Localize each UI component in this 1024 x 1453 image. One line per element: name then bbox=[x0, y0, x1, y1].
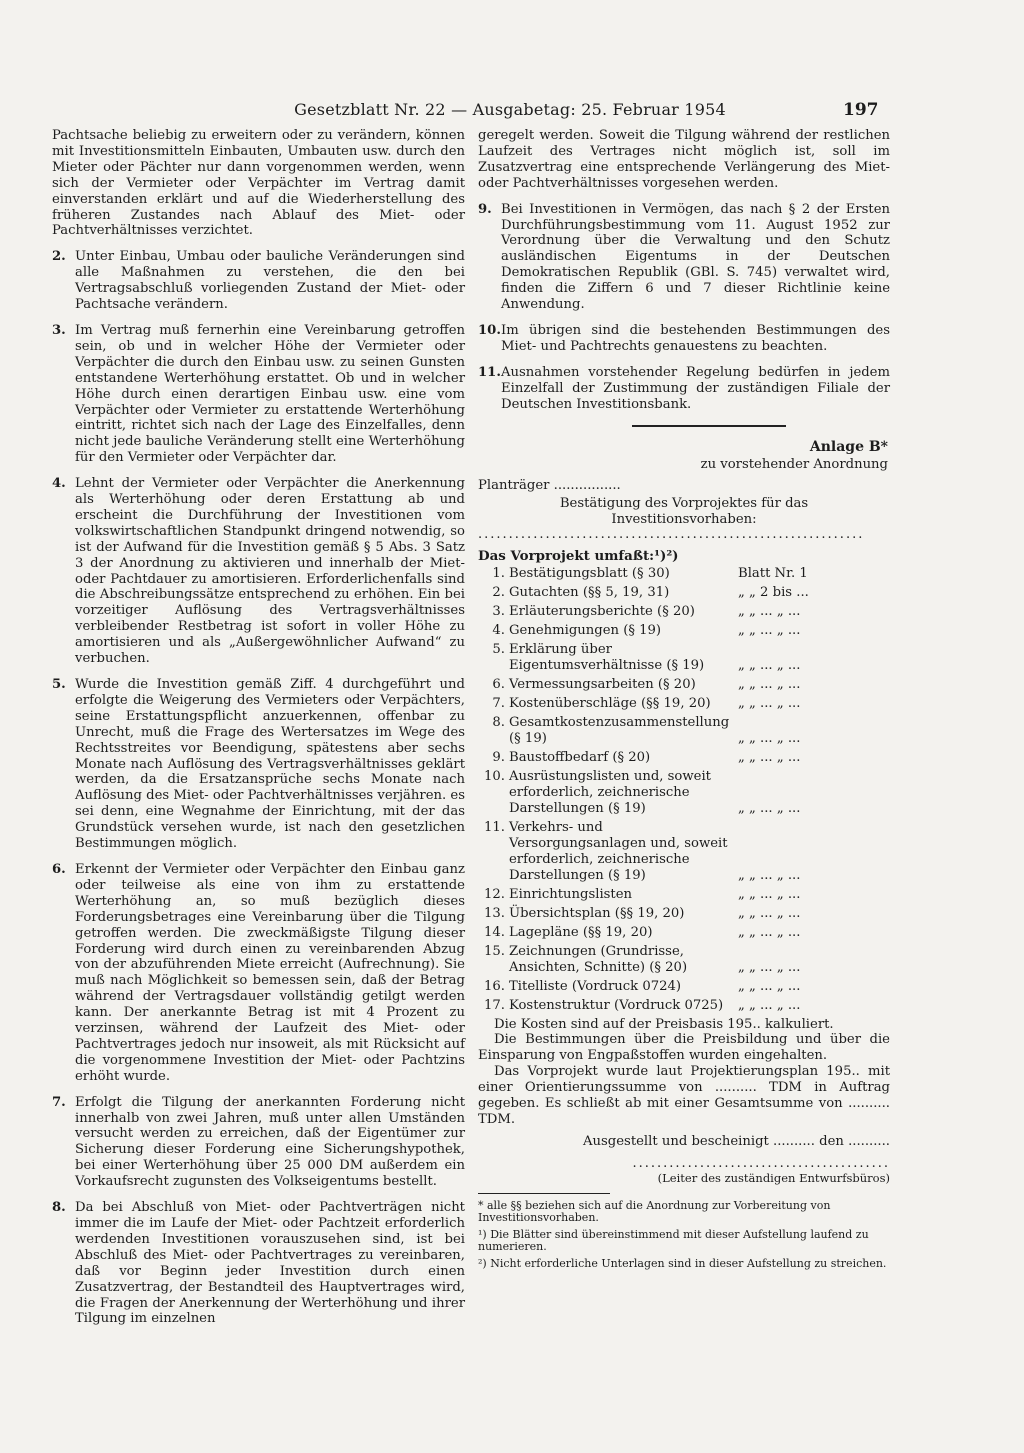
row-sheet-ref: „ „ ... „ ... bbox=[738, 905, 801, 921]
ausgestellt-line: Ausgestellt und bescheinigt .......... den .......... bbox=[583, 1133, 890, 1149]
blank-dots-line: ............................................................... bbox=[478, 527, 865, 542]
row-number: 7. bbox=[492, 695, 505, 711]
row-sheet-ref: Blatt Nr. 1 bbox=[738, 565, 808, 581]
item-text: Lehnt der Vermieter oder Verpächter die Anerkennung als Werterhöhung oder deren Erstattung ab und erscheint die Durchführung der Investitionen vom volkswirtschaftlichen Standpunkt dringend notwendig, so ist der Aufwand für die Investition gemäß § 5 Abs. 3 Satz 3 der Anordnung zu aktivieren und innerhalb der Miet- oder Pachtdauer zu amortisieren. Erforderlichenfalls sind die Abschreibungssätze entsprechend zu erhöhen. Ein bei vorzeitiger Auflösung des Vertragsverhältnisses verbleibender Restbetrag ist sofort in voller Höhe zu amortisieren und als „Außergewöhnlicher Aufwand“ zu verbuchen. bbox=[75, 476, 465, 667]
row-number: 1. bbox=[492, 565, 505, 581]
anlage-subtitle: zu vorstehender Anordnung bbox=[700, 456, 888, 472]
item-number: 7. bbox=[52, 1094, 66, 1110]
row-number: 14. bbox=[484, 924, 505, 940]
item-text: Unter Einbau, Umbau oder bauliche Veränderungen sind alle Maßnahmen zu verstehen, die den bei Vertragsabschluß vorliegenden Zustand der Miet- oder Pachtsache verändern. bbox=[75, 249, 465, 313]
row-title: Erklärung über Eigentumsverhältnisse (§ 19) bbox=[509, 641, 705, 673]
item-text: Im übrigen sind die bestehenden Bestimmungen des Miet- und Pachtrechts genauestens zu beachten. bbox=[501, 322, 890, 354]
left-intro-paragraph: Pachtsache beliebig zu erweitern oder zu verändern, können mit Investitionsmitteln Einbauten, Umbauten usw. durch den Mieter oder Pächter nur dann vorgenommen werden, wenn sich der Vermieter oder Verpächter im Vertrag damit einverstanden erklärt und auf die Wiederherstellung des früheren Zustandes nach Ablauf des Miet- oder Pachtverhältnisses verzichtet. bbox=[52, 128, 465, 239]
item-text: Ausnahmen vorstehender Regelung bedürfen in jedem Einzelfall der Zustimmung der zuständigen Filiale der Deutschen Investitionsbank. bbox=[501, 364, 890, 412]
row-sheet-ref: „ „ ... „ ... bbox=[738, 603, 801, 619]
row-title: Verkehrs- und Versorgungsanlagen und, soweit erforderlich, zeichnerische Darstellungen (§ 19) bbox=[509, 819, 728, 883]
row-number: 5. bbox=[492, 641, 505, 657]
row-title: Einrichtungslisten bbox=[509, 886, 633, 902]
vorprojekt-paragraph: Das Vorprojekt wurde laut Projektierungsplan 195.. mit einer Orientierungssumme von .......... TDM in Auftrag gegeben. Es schließt ab mit einer Gesamtsumme von .......... TDM. bbox=[478, 1064, 890, 1127]
row-sheet-ref: „ „ 2 bis ... bbox=[738, 584, 809, 600]
row-sheet-ref: „ „ ... „ ... bbox=[738, 886, 801, 902]
vorprojekt-row bbox=[478, 677, 890, 693]
vorprojekt-row bbox=[478, 623, 890, 639]
row-title: Kostenüberschläge (§§ 19, 20) bbox=[509, 695, 711, 711]
item-number: 3. bbox=[52, 322, 66, 338]
row-title: Zeichnungen (Grundrisse, Ansichten, Schnitte) (§ 20) bbox=[509, 943, 688, 975]
row-number: 15. bbox=[484, 943, 505, 959]
page-number: 197 bbox=[843, 100, 879, 120]
list-item bbox=[52, 1200, 465, 1327]
item-text: Wurde die Investition gemäß Ziff. 4 durchgeführt und erfolgte die Weigerung des Vermieters oder Verpächters, seine Erstattungspflicht anzuerkennen, offenbar zu Unrecht, muß die Frage des Wertersatzes im Wege des Rechtsstreites vor Beendigung, spätestens aber sechs Monate nach Auflösung des Vertragsverhältnisses geklärt werden, da die Ersatzansprüche sechs Monate nach Auflösung des Miet- oder Pachtverhältnisses verjähren. es sei denn, eine Wegnahme der Einrichtung, mit der das Grundstück versehen wurde, ist nach den gesetzlichen Bestimmungen möglich. bbox=[75, 677, 465, 852]
item-text: Im Vertrag muß fernerhin eine Vereinbarung getroffen sein, ob und in welcher Höhe der Vermieter oder Verpächter die durch den Einbau usw. zu seinen Gunsten entstandene Werterhöhung erstattet. Ob und in welcher Höhe durch einen derartigen Einbau usw. eine vom Verpächter oder Vermieter zu erstattende Werterhöhung eintritt, richtet sich nach der Lage des Einzelfalles, denn nicht jede bauliche Veränderung stellt eine Werterhöhung für den Vermieter oder Verpächter dar. bbox=[75, 322, 465, 466]
footnote: ²) Nicht erforderliche Unterlagen sind in dieser Aufstellung zu streichen. bbox=[478, 1256, 887, 1270]
row-sheet-ref: „ „ ... „ ... bbox=[738, 867, 801, 883]
list-item bbox=[52, 476, 465, 667]
row-number: 4. bbox=[492, 622, 505, 638]
row-number: 16. bbox=[484, 978, 505, 994]
row-title: Bestätigungsblatt (§ 30) bbox=[509, 565, 670, 581]
row-title: Übersichtsplan (§§ 19, 20) bbox=[509, 905, 685, 921]
footnote: ¹) Die Blätter sind übereinstimmend mit dieser Aufstellung laufend zu numerieren. bbox=[478, 1227, 869, 1254]
item-number: 2. bbox=[52, 249, 66, 265]
row-sheet-ref: „ „ ... „ ... bbox=[738, 657, 801, 673]
vorprojekt-row bbox=[478, 604, 890, 620]
row-sheet-ref: „ „ ... „ ... bbox=[738, 695, 801, 711]
vorprojekt-row bbox=[478, 979, 890, 995]
section-divider bbox=[632, 425, 786, 427]
row-title: Erläuterungsberichte (§ 20) bbox=[509, 603, 695, 619]
vorprojekt-row bbox=[478, 750, 890, 766]
list-item bbox=[52, 677, 465, 852]
row-number: 3. bbox=[492, 603, 505, 619]
signature-dots: .......................................... bbox=[632, 1155, 890, 1171]
row-sheet-ref: „ „ ... „ ... bbox=[738, 924, 801, 940]
left-column bbox=[52, 128, 465, 1337]
item-text: Da bei Abschluß von Miet- oder Pachtverträgen nicht immer die im Laufe der Miet- oder Pachtzeit erforderlich werdenden Investitionen vorauszusehen sind, ist bei Abschluß des Miet- oder Pachtvertrages zu vereinbaren, daß vor Beginn jeder Investition durch einen Zusatzvertrag, der Bestandteil des Hauptvertrages wird, die Fragen der Anerkennung der Werterhöhung und ihrer Tilgung im einzelnen bbox=[75, 1200, 465, 1327]
footnote-divider bbox=[478, 1193, 610, 1194]
signature-label: (Leiter des zuständigen Entwurfsbüros) bbox=[657, 1170, 890, 1185]
right-intro-paragraph: geregelt werden. Soweit die Tilgung während der restlichen Laufzeit des Vertrages nicht möglich ist, soll im Zusatzvertrag eine entsprechende Verlängerung des Miet- oder Pachtverhältnisses vorgesehen werden. bbox=[478, 128, 890, 191]
list-item bbox=[478, 365, 890, 413]
list-item bbox=[478, 323, 890, 355]
row-number: 2. bbox=[492, 584, 505, 600]
row-sheet-ref: „ „ ... „ ... bbox=[738, 676, 801, 692]
page-header: Gesetzblatt Nr. 22 — Ausgabetag: 25. Februar 1954 bbox=[294, 100, 726, 119]
list-item bbox=[52, 1095, 465, 1190]
kosten-paragraph: Die Kosten sind auf der Preisbasis 195.. kalkuliert. bbox=[494, 1016, 834, 1032]
row-title: Lagepläne (§§ 19, 20) bbox=[509, 924, 653, 940]
vorprojekt-row bbox=[478, 887, 890, 903]
row-number: 10. bbox=[484, 768, 505, 784]
list-item bbox=[478, 202, 890, 313]
bestaetigung-line: Bestätigung des Vorprojektes für das Investitionsvorhaben: bbox=[559, 495, 809, 527]
anlage-title: Anlage B* bbox=[809, 438, 888, 455]
vorprojekt-row bbox=[478, 925, 890, 941]
vorprojekt-row bbox=[478, 585, 890, 601]
list-item bbox=[52, 249, 465, 313]
plantraeger-line: Planträger ................ bbox=[478, 477, 621, 493]
footnote: * alle §§ beziehen sich auf die Anordnung zur Vorbereitung von Investitionsvorhaben. bbox=[478, 1198, 831, 1225]
row-sheet-ref: „ „ ... „ ... bbox=[738, 800, 801, 816]
row-number: 17. bbox=[484, 997, 505, 1013]
vorprojekt-row bbox=[478, 696, 890, 712]
row-title: Gutachten (§§ 5, 19, 31) bbox=[509, 584, 670, 600]
item-number: 5. bbox=[52, 677, 66, 692]
row-title: Gesamtkostenzusammenstellung (§ 19) bbox=[509, 714, 730, 746]
vorprojekt-list bbox=[478, 566, 890, 1014]
row-sheet-ref: „ „ ... „ ... bbox=[738, 730, 801, 746]
row-sheet-ref: „ „ ... „ ... bbox=[738, 959, 801, 975]
item-number: 11. bbox=[478, 364, 501, 380]
vorprojekt-heading: Das Vorprojekt umfaßt:¹)²) bbox=[478, 547, 679, 564]
row-number: 11. bbox=[484, 819, 505, 835]
row-sheet-ref: „ „ ... „ ... bbox=[738, 997, 801, 1013]
row-sheet-ref: „ „ ... „ ... bbox=[738, 622, 801, 638]
item-number: 8. bbox=[52, 1200, 66, 1216]
row-number: 13. bbox=[484, 905, 505, 921]
row-title: Baustoffbedarf (§ 20) bbox=[509, 749, 651, 765]
list-item bbox=[52, 862, 465, 1085]
vorprojekt-row bbox=[478, 906, 890, 922]
row-title: Titelliste (Vordruck 0724) bbox=[509, 978, 682, 994]
right-column bbox=[478, 128, 890, 1274]
item-text: Erfolgt die Tilgung der anerkannten Forderung nicht innerhalb von zwei Jahren, muß unter allen Umständen versucht werden zu erreichen, daß der Eigentümer zur Sicherung dieser Forderung eine Sicherungshypothek, bei einer Werterhöhung über 25 000 DM außerdem ein Vorkaufsrecht zugunsten des Volkseigentums bestellt. bbox=[75, 1094, 465, 1190]
row-title: Vermessungsarbeiten (§ 20) bbox=[509, 676, 696, 692]
vorprojekt-row bbox=[478, 820, 890, 884]
item-number: 10. bbox=[478, 322, 501, 338]
list-item bbox=[52, 323, 465, 466]
vorprojekt-row bbox=[478, 642, 890, 674]
item-number: 9. bbox=[478, 201, 492, 217]
row-number: 6. bbox=[492, 676, 505, 692]
vorprojekt-row bbox=[478, 715, 890, 747]
item-number: 6. bbox=[52, 861, 66, 877]
item-text: Bei Investitionen in Vermögen, das nach § 2 der Ersten Durchführungsbestimmung vom 11. August 1952 zur Verordnung über die Verwaltung und den Schutz ausländischen Eigentums in der Deutschen Demokratischen Republik (GBl. S. 745) verwaltet wird, finden die Ziffern 6 und 7 dieser Richtlinie keine Anwendung. bbox=[501, 201, 890, 313]
row-number: 9. bbox=[492, 749, 505, 765]
vorprojekt-row bbox=[478, 998, 890, 1014]
vorprojekt-row bbox=[478, 566, 890, 582]
row-sheet-ref: „ „ ... „ ... bbox=[738, 978, 801, 994]
bestimmungen-paragraph: Die Bestimmungen über die Preisbildung und über die Einsparung von Engpaßstoffen wurden eingehalten. bbox=[478, 1032, 890, 1064]
row-title: Kostenstruktur (Vordruck 0725) bbox=[509, 997, 724, 1013]
row-number: 12. bbox=[484, 886, 505, 902]
row-sheet-ref: „ „ ... „ ... bbox=[738, 749, 801, 765]
vorprojekt-row bbox=[478, 769, 890, 817]
row-title: Ausrüstungslisten und, soweit erforderlich, zeichnerische Darstellungen (§ 19) bbox=[509, 768, 711, 816]
vorprojekt-row bbox=[478, 944, 890, 976]
row-title: Genehmigungen (§ 19) bbox=[509, 622, 662, 638]
item-number: 4. bbox=[52, 476, 66, 492]
row-number: 8. bbox=[492, 714, 505, 730]
item-text: Erkennt der Vermieter oder Verpächter den Einbau ganz oder teilweise als eine von ihm zu erstattende Werterhöhung an, so muß bezüglich dieses Forderungsbetrages eine Vereinbarung über die Tilgung getroffen werden. Die zweckmäßigste Tilgung dieser Forderung wird durch einen zu vereinbarenden Abzug von der abzuführenden Miete erreicht (Aufrechnung). Sie muß nach Möglichkeit so bemessen sein, daß der Betrag während der Vertragsdauer vollständig getilgt werden kann. Der anerkannte Betrag ist mit 4 Prozent zu verzinsen, während der Laufzeit des Miet- oder Pachtvertrages jedoch nur insoweit, als mit Rücksicht auf die vorgenommene Investition der Miet- oder Pachtzins erhöht wurde. bbox=[75, 861, 465, 1084]
